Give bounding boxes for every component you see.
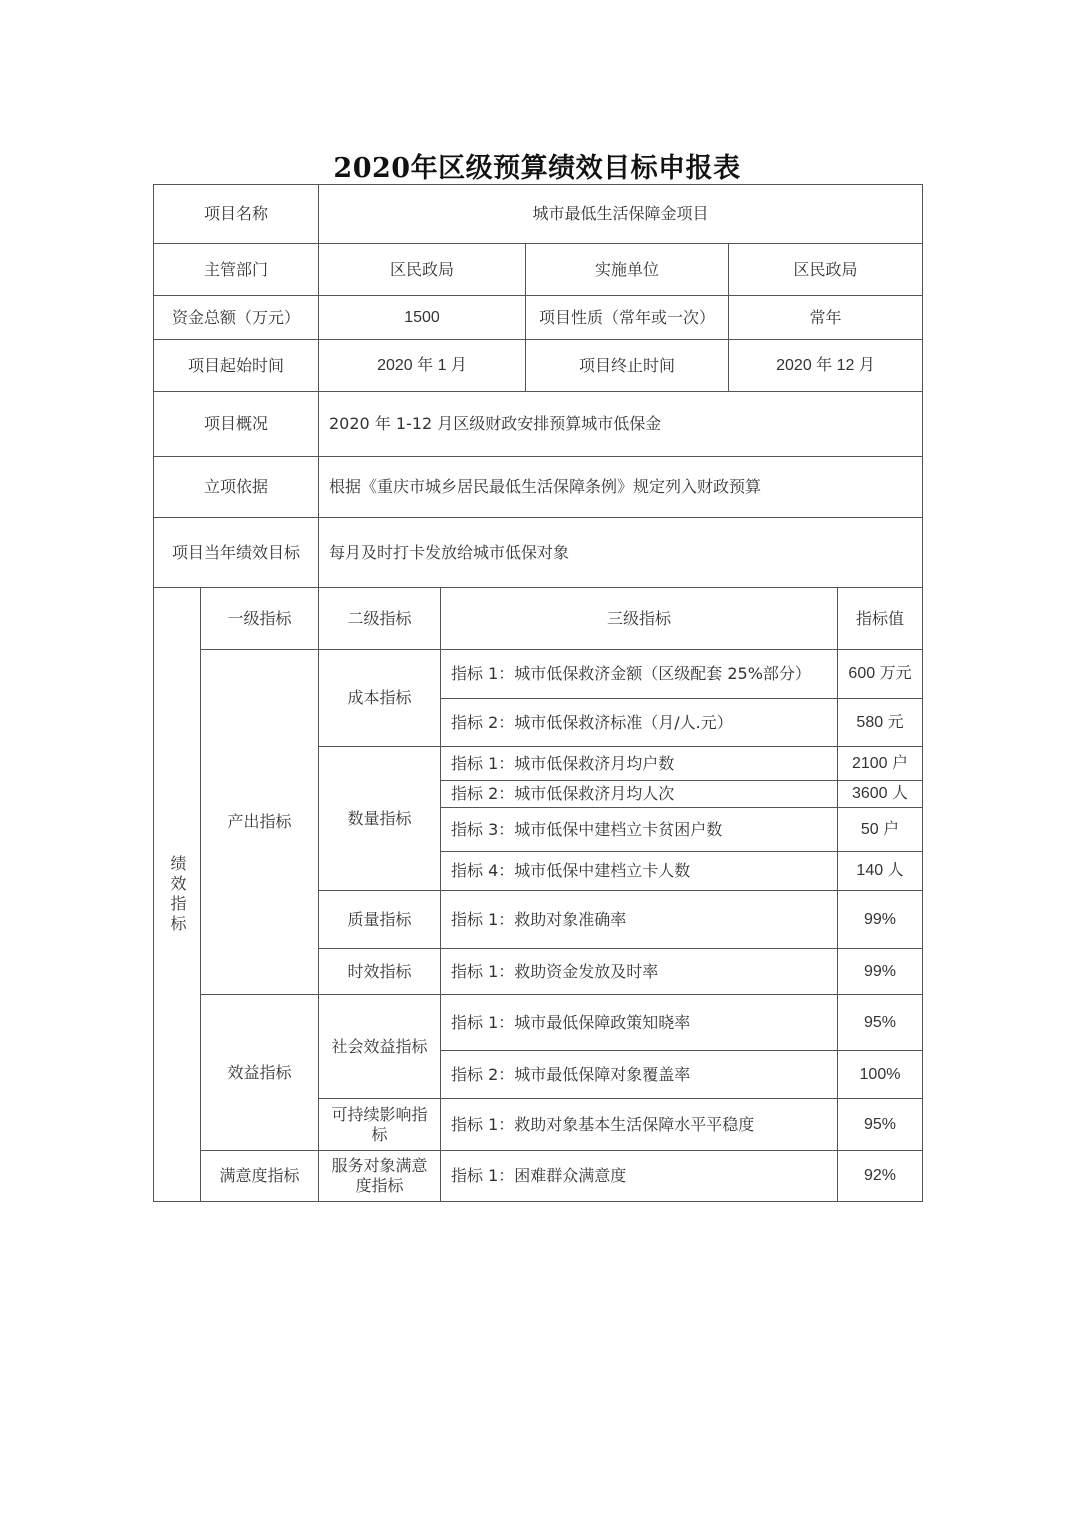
fund-label: 资金总额（万元）	[154, 296, 319, 340]
indicator-value: 140 人	[838, 852, 923, 891]
basis-value: 根据《重庆市城乡居民最低生活保障条例》规定列入财政预算	[319, 457, 923, 518]
nature-value: 常年	[729, 296, 923, 340]
level1-output: 产出指标	[201, 650, 319, 995]
level2-timeliness: 时效指标	[319, 949, 441, 995]
budget-performance-table	[153, 184, 923, 1202]
indicator-name: 指标 1：城市最低保障政策知晓率	[441, 995, 838, 1051]
overview-label: 项目概况	[154, 392, 319, 457]
row-overview	[154, 392, 923, 457]
project-name-value: 城市最低生活保障金项目	[319, 185, 923, 244]
indicator-name: 指标 2：城市最低保障对象覆盖率	[441, 1051, 838, 1099]
fund-value: 1500	[319, 296, 526, 340]
indicator-name: 指标 3：城市低保中建档立卡贫困户数	[441, 808, 838, 852]
level1-satisfaction: 满意度指标	[201, 1151, 319, 1202]
row-fund	[154, 296, 923, 340]
goal-value: 每月及时打卡发放给城市低保对象	[319, 518, 923, 588]
indicator-header-row	[154, 588, 923, 650]
indicator-name: 指标 1：救助资金发放及时率	[441, 949, 838, 995]
indicator-value: 99%	[838, 891, 923, 949]
level1-benefit: 效益指标	[201, 995, 319, 1151]
level2-service-satisfaction: 服务对象满意度指标	[319, 1151, 441, 1202]
row-project-name	[154, 185, 923, 244]
basis-label: 立项依据	[154, 457, 319, 518]
document-title: 2020年区级预算绩效目标申报表	[333, 153, 741, 184]
table-row	[154, 1151, 923, 1202]
indicator-value: 50 户	[838, 808, 923, 852]
project-name-label: 项目名称	[154, 185, 319, 244]
indicator-value: 600 万元	[838, 650, 923, 699]
performance-indicators-label: 绩效指标	[154, 588, 201, 1202]
dept-value: 区民政局	[319, 244, 526, 296]
level2-quantity: 数量指标	[319, 747, 441, 891]
level2-sustainable: 可持续影响指标	[319, 1099, 441, 1151]
indicator-value: 2100 户	[838, 747, 923, 781]
header-level2: 二级指标	[319, 588, 441, 650]
overview-value: 2020 年 1-12 月区级财政安排预算城市低保金	[319, 392, 923, 457]
indicator-name: 指标 1：城市低保救济月均户数	[441, 747, 838, 781]
start-label: 项目起始时间	[154, 340, 319, 392]
level2-social: 社会效益指标	[319, 995, 441, 1099]
indicator-value: 3600 人	[838, 781, 923, 808]
level2-quality: 质量指标	[319, 891, 441, 949]
level2-cost: 成本指标	[319, 650, 441, 747]
indicator-name: 指标 4：城市低保中建档立卡人数	[441, 852, 838, 891]
header-level1: 一级指标	[201, 588, 319, 650]
indicator-name: 指标 1：城市低保救济金额（区级配套 25%部分）	[441, 650, 838, 699]
nature-label: 项目性质（常年或一次）	[526, 296, 729, 340]
indicator-value: 580 元	[838, 699, 923, 747]
row-goal	[154, 518, 923, 588]
row-department	[154, 244, 923, 296]
indicator-name: 指标 1：救助对象基本生活保障水平平稳度	[441, 1099, 838, 1151]
dept-label: 主管部门	[154, 244, 319, 296]
end-label: 项目终止时间	[526, 340, 729, 392]
goal-label: 项目当年绩效目标	[154, 518, 319, 588]
indicator-value: 92%	[838, 1151, 923, 1202]
header-value: 指标值	[838, 588, 923, 650]
end-value: 2020 年 12 月	[729, 340, 923, 392]
indicator-name: 指标 1：救助对象准确率	[441, 891, 838, 949]
indicator-name: 指标 2：城市低保救济标准（月/人.元）	[441, 699, 838, 747]
indicator-value: 100%	[838, 1051, 923, 1099]
indicator-value: 95%	[838, 995, 923, 1051]
impl-label: 实施单位	[526, 244, 729, 296]
header-level3: 三级指标	[441, 588, 838, 650]
impl-value: 区民政局	[729, 244, 923, 296]
table-row	[154, 650, 923, 699]
indicator-value: 99%	[838, 949, 923, 995]
indicator-name: 指标 2：城市低保救济月均人次	[441, 781, 838, 808]
start-value: 2020 年 1 月	[319, 340, 526, 392]
indicator-value: 95%	[838, 1099, 923, 1151]
row-basis	[154, 457, 923, 518]
row-dates	[154, 340, 923, 392]
indicator-name: 指标 1：困难群众满意度	[441, 1151, 838, 1202]
table-row	[154, 995, 923, 1051]
